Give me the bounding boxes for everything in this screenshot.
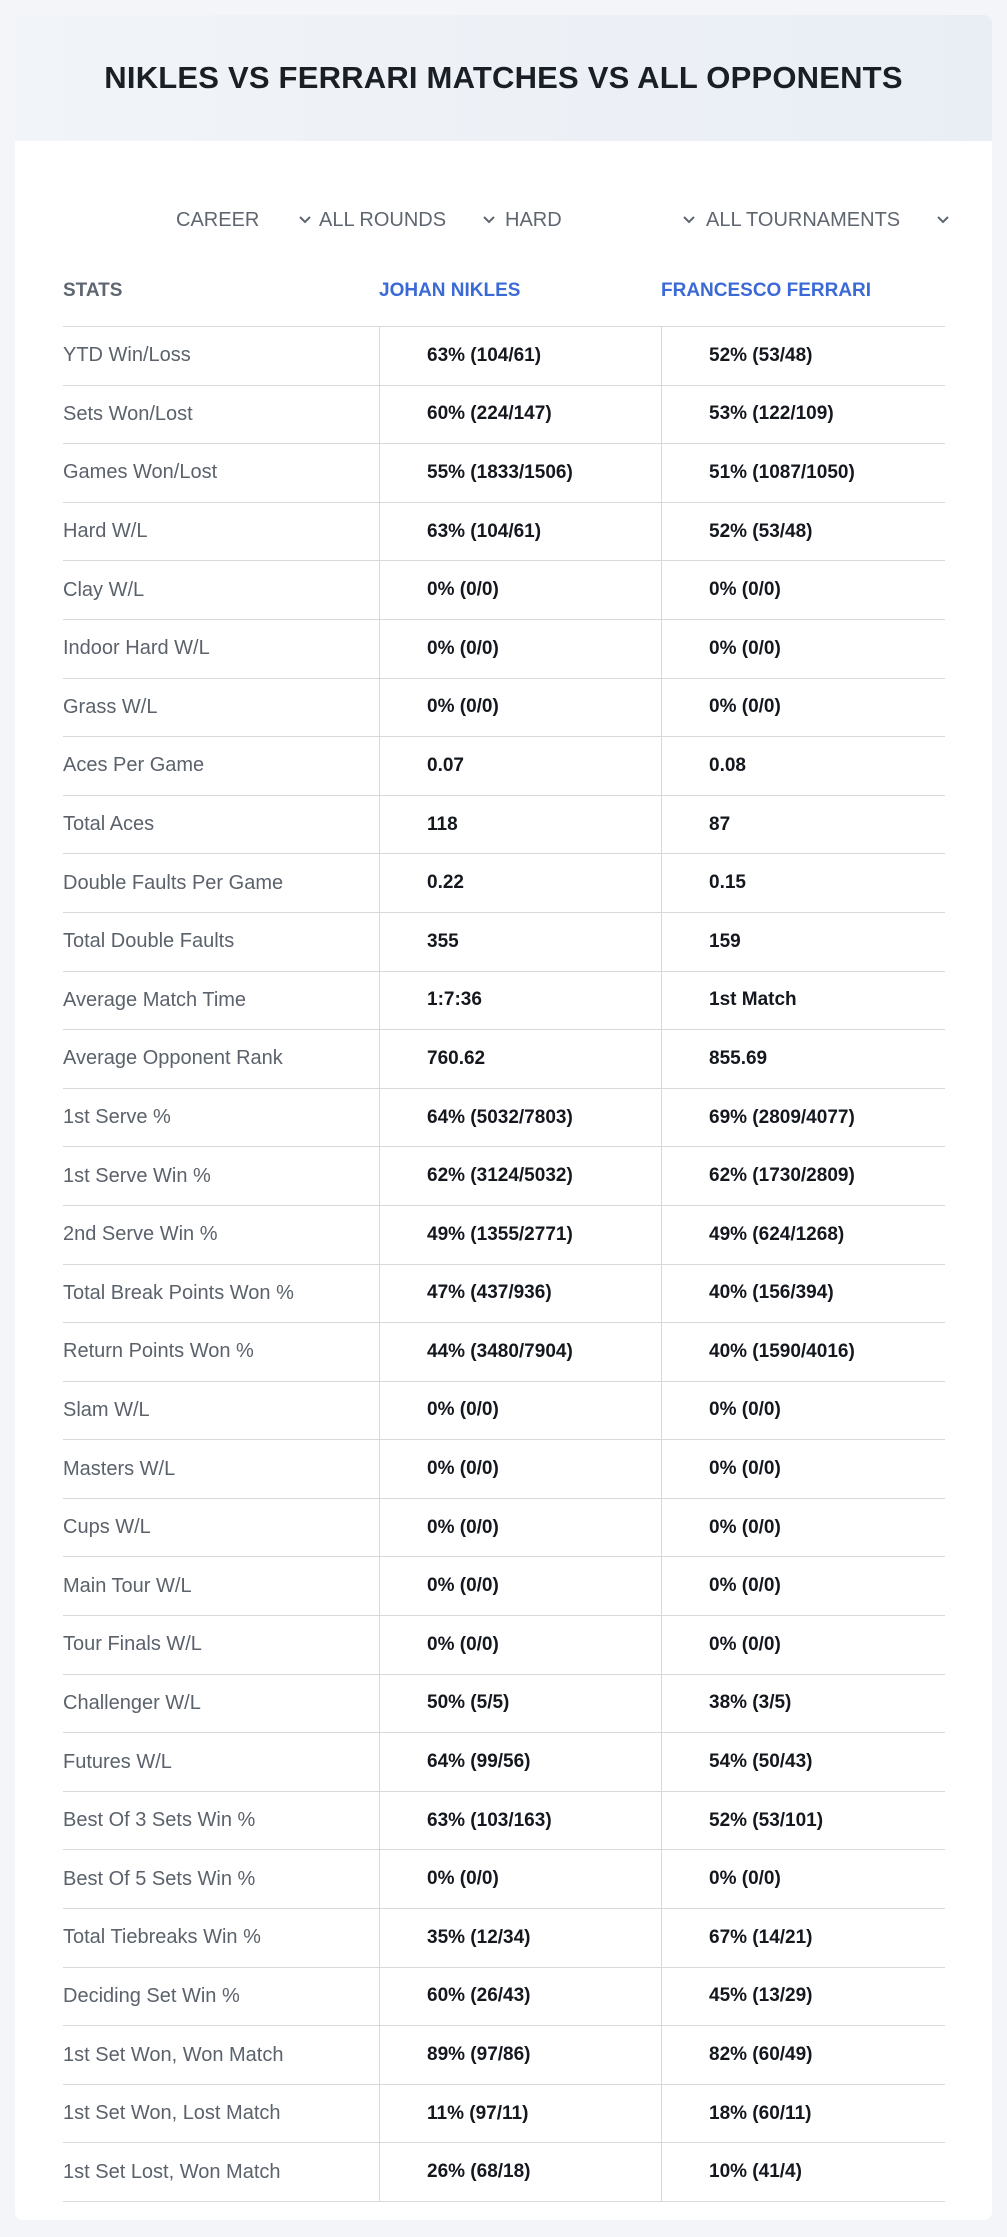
table-row	[63, 1792, 945, 1851]
stats-column-header: STATS	[63, 280, 123, 301]
player1-value: 89% (97/86)	[427, 2044, 531, 2066]
player1-value: 0% (0/0)	[427, 1575, 499, 1597]
row-label: Clay W/L	[63, 578, 145, 601]
player2-value: 0.08	[709, 754, 746, 776]
row-label: Average Opponent Rank	[63, 1047, 283, 1070]
row-label: 1st Serve Win %	[63, 1164, 211, 1187]
row-label: Masters W/L	[63, 1457, 176, 1480]
player2-value: 0% (0/0)	[709, 637, 781, 659]
row-label: 1st Set Won, Lost Match	[63, 2102, 281, 2125]
row-label: Tour Finals W/L	[63, 1633, 202, 1656]
table-header	[63, 255, 945, 327]
rounds-filter-select[interactable]	[319, 185, 446, 255]
player2-value: 52% (53/101)	[709, 1809, 824, 1831]
table-row	[63, 2143, 945, 2202]
player1-value: 0% (0/0)	[427, 1399, 499, 1421]
table-row	[63, 2085, 945, 2144]
player1-value: 49% (1355/2771)	[427, 1223, 573, 1245]
player2-value: 45% (13/29)	[709, 1985, 813, 2007]
row-label: Total Aces	[63, 813, 155, 836]
filter-value: ALL TOURNAMENTS	[706, 208, 901, 231]
player2-value: 62% (1730/2809)	[709, 1165, 855, 1187]
card-header	[15, 15, 992, 141]
player1-value: 0% (0/0)	[427, 579, 499, 601]
table-row	[63, 1089, 945, 1148]
player1-value: 63% (104/61)	[427, 520, 542, 542]
table-row	[63, 1030, 945, 1089]
player1-value: 0% (0/0)	[427, 1868, 499, 1890]
table-row	[63, 1850, 945, 1909]
table-row	[63, 1675, 945, 1734]
table-row	[63, 327, 945, 386]
player2-value: 0.15	[709, 872, 746, 894]
row-label: Best Of 5 Sets Win %	[63, 1867, 256, 1890]
stats-table	[63, 255, 945, 2202]
player1-value: 64% (99/56)	[427, 1751, 531, 1773]
row-label: Double Faults Per Game	[63, 871, 284, 894]
row-label: Hard W/L	[63, 520, 148, 543]
row-label: 1st Set Won, Won Match	[63, 2043, 284, 2066]
stats-card	[15, 15, 992, 2220]
table-row	[63, 503, 945, 562]
table-row	[63, 796, 945, 855]
surface-filter-select[interactable]	[505, 185, 562, 255]
row-label: Challenger W/L	[63, 1691, 201, 1714]
table-row	[63, 854, 945, 913]
player1-value: 55% (1833/1506)	[427, 461, 573, 483]
player2-value: 40% (156/394)	[709, 1282, 834, 1304]
table-row	[63, 1733, 945, 1792]
career-filter-select[interactable]	[176, 185, 259, 255]
player1-value: 26% (68/18)	[427, 2161, 531, 2183]
row-label: Best Of 3 Sets Win %	[63, 1809, 256, 1832]
player1-value: 760.62	[427, 1047, 486, 1069]
table-row	[63, 737, 945, 796]
row-label: Sets Won/Lost	[63, 402, 193, 425]
player2-value: 52% (53/48)	[709, 344, 813, 366]
filter-value: ALL ROUNDS	[319, 208, 447, 231]
row-label: Futures W/L	[63, 1750, 172, 1773]
player1-value: 47% (437/936)	[427, 1282, 552, 1304]
player2-value: 0% (0/0)	[709, 1516, 781, 1538]
row-label: Total Tiebreaks Win %	[63, 1926, 261, 1949]
row-label: Return Points Won %	[63, 1340, 254, 1363]
table-body	[63, 327, 945, 2202]
row-label: Deciding Set Win %	[63, 1984, 240, 2007]
player2-value: 87	[709, 813, 731, 835]
player2-value: 53% (122/109)	[709, 403, 834, 425]
table-row	[63, 2026, 945, 2085]
player2-value: 0% (0/0)	[709, 1458, 781, 1480]
player2-value: 0% (0/0)	[709, 1633, 781, 1655]
column-divider	[379, 327, 380, 2202]
table-row	[63, 1147, 945, 1206]
player2-value: 67% (14/21)	[709, 1926, 813, 1948]
player1-value: 0% (0/0)	[427, 1458, 499, 1480]
row-label: 2nd Serve Win %	[63, 1223, 218, 1246]
player1-value: 0.22	[427, 872, 464, 894]
player2-value: 54% (50/43)	[709, 1751, 813, 1773]
table-row	[63, 1265, 945, 1324]
player2-value: 10% (41/4)	[709, 2161, 802, 2183]
player1-value: 0% (0/0)	[427, 1633, 499, 1655]
table-row	[63, 620, 945, 679]
player1-value: 44% (3480/7904)	[427, 1340, 573, 1362]
row-label: Games Won/Lost	[63, 461, 218, 484]
player2-column-header[interactable]: FRANCESCO FERRARI	[661, 280, 872, 301]
row-label: Total Double Faults	[63, 930, 235, 953]
page-title: NIKLES VS FERRARI MATCHES VS ALL OPPONENTS	[104, 60, 903, 95]
chevron-down-icon	[479, 210, 499, 230]
player1-value: 60% (26/43)	[427, 1985, 531, 2007]
player2-value: 18% (60/11)	[709, 2102, 812, 2124]
player2-value: 51% (1087/1050)	[709, 461, 855, 483]
row-label: Cups W/L	[63, 1516, 151, 1539]
table-row	[63, 679, 945, 738]
filter-value: CAREER	[176, 208, 260, 231]
row-label: Grass W/L	[63, 695, 158, 718]
player2-value: 69% (2809/4077)	[709, 1106, 855, 1128]
table-row	[63, 1323, 945, 1382]
filter-value: HARD	[505, 208, 562, 231]
filter-bar	[15, 185, 992, 255]
column-divider	[661, 327, 662, 2202]
player1-value: 0% (0/0)	[427, 696, 499, 718]
table-row	[63, 1968, 945, 2027]
player1-value: 35% (12/34)	[427, 1926, 531, 1948]
chevron-down-icon	[933, 210, 953, 230]
player2-value: 0% (0/0)	[709, 1399, 781, 1421]
player2-value: 1st Match	[709, 989, 797, 1011]
row-label: YTD Win/Loss	[63, 344, 191, 367]
table-row	[63, 972, 945, 1031]
player2-value: 82% (60/49)	[709, 2044, 813, 2066]
table-row	[63, 1440, 945, 1499]
chevron-down-icon	[679, 210, 699, 230]
player2-value: 52% (53/48)	[709, 520, 813, 542]
tournaments-filter-select[interactable]	[706, 185, 900, 255]
row-label: Indoor Hard W/L	[63, 637, 210, 660]
row-label: Main Tour W/L	[63, 1574, 192, 1597]
player2-value: 159	[709, 930, 741, 952]
table-row	[63, 1382, 945, 1441]
player2-value: 0% (0/0)	[709, 579, 781, 601]
player1-value: 1:7:36	[427, 989, 482, 1011]
table-row	[63, 1616, 945, 1675]
player1-value: 0% (0/0)	[427, 1516, 499, 1538]
player1-value: 60% (224/147)	[427, 403, 552, 425]
player2-value: 0% (0/0)	[709, 1868, 781, 1890]
player1-value: 355	[427, 930, 459, 952]
player1-value: 63% (103/163)	[427, 1809, 552, 1831]
row-label: 1st Set Lost, Won Match	[63, 2160, 281, 2183]
player2-value: 855.69	[709, 1047, 768, 1069]
player1-value: 63% (104/61)	[427, 344, 542, 366]
row-label: Slam W/L	[63, 1398, 150, 1421]
table-row	[63, 444, 945, 503]
row-label: Aces Per Game	[63, 754, 205, 777]
player1-value: 64% (5032/7803)	[427, 1106, 573, 1128]
chevron-down-icon	[295, 210, 315, 230]
player2-value: 0% (0/0)	[709, 696, 781, 718]
player2-value: 40% (1590/4016)	[709, 1340, 855, 1362]
player2-value: 0% (0/0)	[709, 1575, 781, 1597]
row-label: Average Match Time	[63, 988, 247, 1011]
table-row	[63, 1499, 945, 1558]
table-row	[63, 913, 945, 972]
player1-value: 11% (97/11)	[427, 2102, 529, 2124]
table-row	[63, 1909, 945, 1968]
row-label: 1st Serve %	[63, 1106, 171, 1129]
player1-value: 0% (0/0)	[427, 637, 499, 659]
table-row	[63, 1206, 945, 1265]
player1-value: 118	[427, 813, 458, 835]
player1-value: 0.07	[427, 754, 464, 776]
player2-value: 49% (624/1268)	[709, 1223, 845, 1245]
player2-value: 38% (3/5)	[709, 1692, 792, 1714]
player1-column-header[interactable]: JOHAN NIKLES	[379, 280, 521, 301]
player1-value: 62% (3124/5032)	[427, 1165, 573, 1187]
table-row	[63, 561, 945, 620]
table-row	[63, 1557, 945, 1616]
table-row	[63, 386, 945, 445]
player1-value: 50% (5/5)	[427, 1692, 510, 1714]
row-label: Total Break Points Won %	[63, 1281, 294, 1304]
